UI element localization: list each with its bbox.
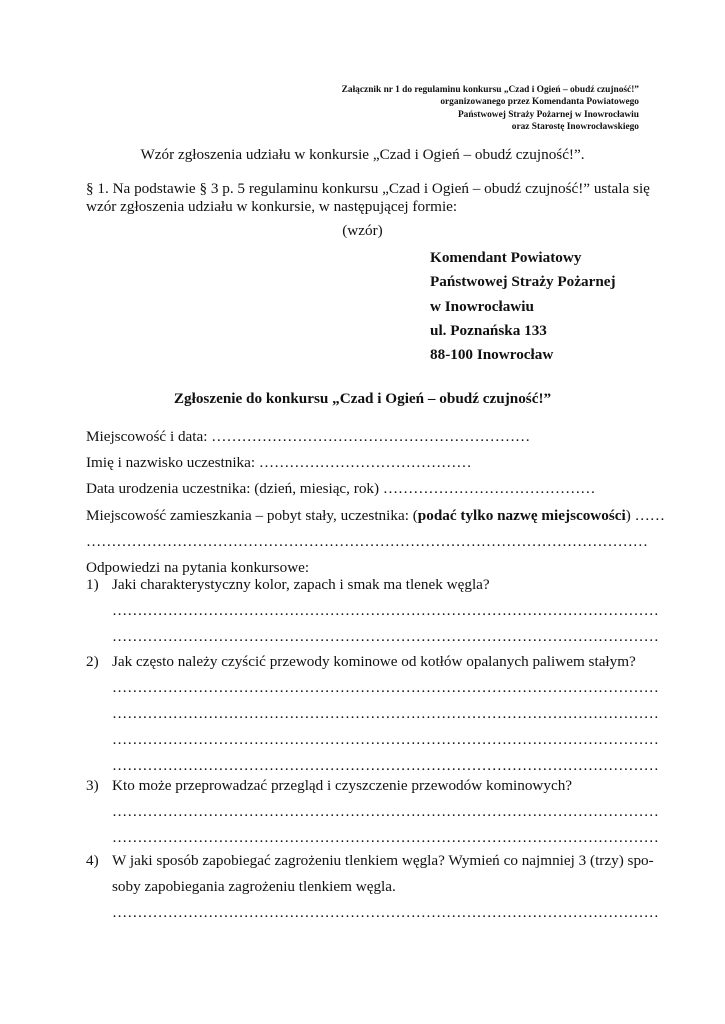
answer-line[interactable]: ……………………………………………………………………………………………… <box>112 829 659 846</box>
answer-line[interactable]: ……………………………………………………………………………………………… <box>112 628 659 645</box>
answer-line[interactable]: ……………………………………………………………………………………………… <box>112 602 659 619</box>
annex-line-1: Załącznik nr 1 do regulaminu konkursu „Czad i Ogień – obudź czujność!” <box>341 85 639 95</box>
question-2-text: Jak często należy czyścić przewody kominowe od kotłów opalanych paliwem stałym? <box>112 653 636 670</box>
field-place-date[interactable]: Miejscowość i data: ……………………………………………………… <box>86 428 531 445</box>
question-1-number: 1) <box>86 576 99 593</box>
question-4-number: 4) <box>86 852 99 869</box>
question-4 <box>86 848 659 926</box>
address-line-2: Państwowej Straży Pożarnej <box>430 273 616 291</box>
answer-line[interactable]: ……………………………………………………………………………………………… <box>112 679 659 696</box>
question-3 <box>86 773 659 851</box>
annex-line-4: oraz Starostę Inowrocławskiego <box>511 122 639 133</box>
annex-header <box>342 84 639 134</box>
answer-line[interactable]: ……………………………………………………………………………………………… <box>112 803 659 820</box>
answers-label: Odpowiedzi na pytania konkursowe: <box>86 558 310 576</box>
answer-line[interactable]: ……………………………………………………………………………………………… <box>112 731 659 748</box>
field-residence[interactable] <box>86 503 665 529</box>
annex-line-3: Państwowej Straży Pożarnej w Inowrocławiu <box>457 109 639 120</box>
question-2 <box>86 649 659 779</box>
field-name[interactable]: Imię i nazwisko uczestnika: …………………………………… <box>86 454 472 472</box>
answer-line[interactable]: ……………………………………………………………………………………………… <box>112 904 659 921</box>
residence-instruction: podać tylko nazwę miejscowości <box>417 506 626 524</box>
document-title: Wzór zgłoszenia udziału w konkursie „Czad i Ogień – obudź czujność!”. <box>140 146 585 163</box>
intro-line-1: § 1. Na podstawie § 3 p. 5 regulaminu konkursu „Czad i Ogień – obudź czujność!” ustala się <box>86 180 650 197</box>
field-residence-dots[interactable]: ………………………………………………………………………………………………… <box>86 532 648 550</box>
answer-line[interactable]: ……………………………………………………………………………………………… <box>112 757 659 774</box>
answer-line[interactable]: ……………………………………………………………………………………………… <box>112 705 659 722</box>
field-birth-date[interactable]: Data urodzenia uczestnika: (dzień, miesiąc, rok) …………………………………… <box>86 480 596 498</box>
residence-suffix: ) …… <box>625 506 665 524</box>
intro-paragraph <box>86 180 650 216</box>
participant-fields <box>86 424 665 581</box>
question-4-text-line-2: soby zapobiegania zagrożeniu tlenkiem węgla. <box>112 878 396 895</box>
address-line-5: 88-100 Inowrocław <box>430 346 554 364</box>
residence-prefix: Miejscowość zamieszkania – pobyt stały, uczestnika: ( <box>86 506 418 524</box>
address-line-3: w Inowrocławiu <box>430 297 534 315</box>
address-line-1: Komendant Powiatowy <box>430 249 582 266</box>
question-4-text-line-1: W jaki sposób zapobiegać zagrożeniu tlenkiem węgla? Wymień co najmniej 3 (trzy) spo- <box>112 852 654 869</box>
intro-line-2: wzór zgłoszenia udziału w konkursie, w następującej formie: <box>86 198 458 215</box>
question-1 <box>86 572 659 650</box>
address-line-4: ul. Poznańska 133 <box>430 321 547 339</box>
template-label: (wzór) <box>342 222 383 239</box>
question-2-number: 2) <box>86 653 99 670</box>
annex-line-2: organizowanego przez Komendanta Powiatowego <box>440 97 639 108</box>
question-3-number: 3) <box>86 777 99 794</box>
question-3-text: Kto może przeprowadzać przegląd i czyszczenie przewodów kominowych? <box>112 777 573 794</box>
question-1-text: Jaki charakterystyczny kolor, zapach i smak ma tlenek węgla? <box>112 576 490 593</box>
form-title: Zgłoszenie do konkursu „Czad i Ogień – obudź czujność!” <box>173 390 552 407</box>
recipient-address <box>430 246 616 367</box>
